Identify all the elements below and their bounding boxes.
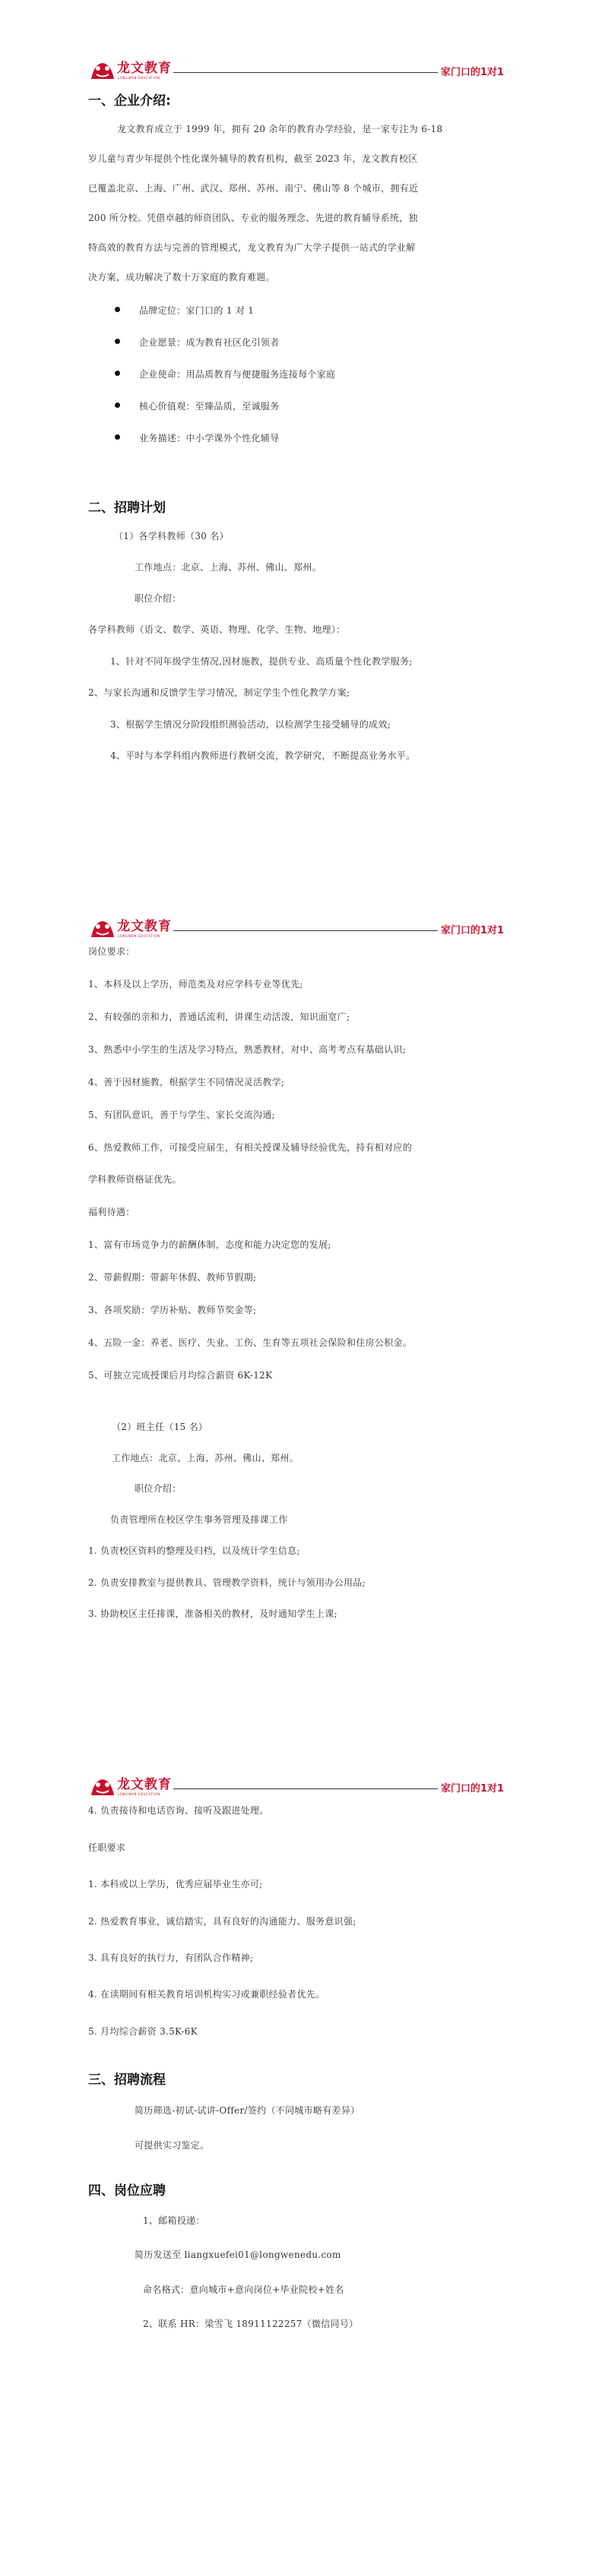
intro-paragraph-line: 龙文教育成立于 1999 年，拥有 20 余年的教育办学经验，是一家专注为 6-18	[117, 124, 443, 134]
head-teacher-req: 4. 在读期间有相关教育培训机构实习或兼职经验者优先。	[88, 1989, 325, 2000]
teacher-job-intro-label: 职位介绍：	[135, 593, 182, 604]
head-teacher-work-place: 工作地点：北京、上海、苏州、佛山、郑州。	[112, 1453, 299, 1463]
section-title-apply: 四、岗位应聘	[88, 2183, 166, 2199]
page-header	[90, 59, 523, 82]
bullet-item: 核心价值观：至臻品质，至诚服务	[139, 401, 280, 412]
teacher-duty: 1、针对不同年级学生情况,因材施教，提供专业、高质量个性化教学服务;	[110, 656, 413, 667]
bullet-item: 品牌定位：家门口的 1 对 1	[139, 305, 255, 316]
page-3	[0, 1716, 608, 2576]
teacher-work-place: 工作地点：北京、上海、苏州、佛山、郑州。	[135, 562, 322, 573]
head-teacher-duty: 2. 负责安排教室与提供教具、管理教学资料，统计与领用办公用品;	[88, 1577, 366, 1588]
contact-hr: 2、联系 HR：梁雪飞 18911122257（微信同号）	[143, 2319, 359, 2329]
teacher-req-label: 岗位要求：	[88, 946, 135, 957]
head-teacher-job-intro-label: 职位介绍：	[135, 1483, 182, 1494]
teacher-req: 3、熟悉中小学生的生活及学习特点，熟悉教材，对中、高考考点有基础认识;	[88, 1044, 407, 1055]
head-teacher-req: 1. 本科或以上学历，优秀应届毕业生亦可;	[88, 1879, 263, 1889]
teacher-req: 2、有较强的亲和力，普通话流利，讲课生动活泼，知识面宽广;	[88, 1012, 350, 1022]
benefit-item: 5、可独立完成授课后月均综合薪资 6K-12K	[88, 1370, 273, 1381]
logo-icon	[90, 919, 116, 939]
process-text: 简历筛选-初试-试讲-Offer/签约（不同城市略有差异）	[135, 2105, 360, 2116]
header-divider	[173, 72, 438, 73]
page-header	[90, 1776, 523, 1798]
teacher-duty: 4、平时与本学科组内教师进行教研交流，教学研究，不断提高业务水平。	[110, 750, 416, 761]
bullet-item: 企业愿景：成为教育社区化引领者	[139, 337, 280, 348]
teacher-duty: 2、与家长沟通和反馈学生学习情况，制定学生个性化教学方案;	[88, 687, 350, 698]
teacher-req: 1、本科及以上学历，师范类及对应学科专业等优先;	[88, 979, 303, 990]
head-teacher-req-label: 任职要求	[88, 1842, 126, 1853]
section-title-process: 三、招聘流程	[88, 2072, 166, 2088]
benefit-item: 2、带薪假期：带薪年休假、教师节假期;	[88, 1272, 257, 1283]
teacher-subjects: 各学科教师（语文、数学、英语、物理、化学、生物、地理）：	[88, 624, 346, 635]
intro-paragraph-line: 岁儿童与青少年提供个性化课外辅导的教育机构，截至 2023 年，龙文教育校区	[88, 153, 418, 164]
intro-paragraph-line: 特高效的教育方法与完善的管理模式，龙文教育为广大学子提供一站式的学业解	[88, 242, 416, 253]
intro-paragraph-line: 决方案，成功解决了数十万家庭的教育难题。	[88, 272, 276, 283]
bullet-icon	[115, 307, 120, 312]
logo-text: 龙文教育	[117, 919, 172, 934]
head-teacher-duty: 1. 负责校区资料的整理及归档，以及统计学生信息;	[88, 1545, 300, 1556]
head-teacher-duty: 4. 负责接待和电话咨询、接听及跟进处理。	[88, 1805, 269, 1816]
logo-text: 龙文教育	[117, 1777, 172, 1792]
slogan: 家门口的1对1	[441, 925, 505, 936]
benefit-item: 3、各项奖励：学历补贴、教师节奖金等;	[88, 1305, 257, 1315]
logo-text: 龙文教育	[117, 61, 172, 76]
head-teacher-req: 3. 具有良好的执行力，有团队合作精神;	[88, 1953, 254, 1963]
head-teacher-req: 2. 热爱教育事业，诚信踏实，具有良好的沟通能力、服务意识强;	[88, 1916, 356, 1927]
header-divider	[173, 930, 438, 931]
section-title-recruit: 二、招聘计划	[88, 500, 166, 516]
bullet-icon	[115, 371, 120, 376]
head-teacher-heading: （2）班主任（15 名）	[112, 1422, 208, 1432]
bullet-icon	[115, 339, 120, 344]
teacher-heading: （1）各学科教师（30 名）	[114, 531, 229, 541]
logo-subtitle: LONGWEN EDUCATION	[118, 934, 160, 938]
contact-line: 命名格式：意向城市+意向岗位+毕业院校+姓名	[143, 2284, 344, 2295]
logo-subtitle: LONGWEN EDUCATION	[118, 76, 160, 80]
head-teacher-job-intro: 负责管理所在校区学生事务管理及排课工作	[110, 1514, 288, 1525]
bullet-icon	[115, 402, 120, 408]
logo-subtitle: LONGWEN EDUCATION	[118, 1792, 160, 1796]
benefit-label: 福利待遇：	[88, 1207, 135, 1217]
teacher-req: 5、有团队意识，善于与学生、家长交流沟通;	[88, 1110, 275, 1120]
page-2	[0, 858, 608, 1716]
teacher-req: 学科教师资格证优先。	[88, 1174, 182, 1185]
teacher-req: 6、热爱教师工作，可接受应届生，有相关授课及辅导经验优先，持有相对应的	[88, 1142, 413, 1153]
logo-icon	[90, 1777, 116, 1797]
logo-icon	[90, 61, 116, 80]
head-teacher-duty: 3. 协助校区主任排课，准备相关的教材，及时通知学生上课;	[88, 1608, 338, 1619]
bullet-icon	[115, 434, 120, 440]
contact-line: 1、邮箱投递：	[143, 2215, 205, 2226]
bullet-item: 业务描述：中小学课外个性化辅导	[139, 433, 280, 444]
intro-paragraph-line: 200 所分校。凭借卓越的师资团队、专业的服务理念、先进的教育辅导系统，独	[88, 213, 418, 223]
intro-paragraph-line: 已覆盖北京、上海、广州、武汉、郑州、苏州、南宁、佛山等 8 个城市，拥有近	[88, 183, 419, 194]
teacher-duty: 3、根据学生情况分阶段组织测验活动，以检测学生接受辅导的成效;	[110, 719, 391, 730]
page-1	[0, 0, 608, 858]
benefit-item: 1、富有市场竞争力的薪酬体制，态度和能力决定您的发展;	[88, 1239, 331, 1250]
teacher-req: 4、善于因材施教，根据学生不同情况灵活教学;	[88, 1077, 285, 1088]
section-title-intro: 一、企业介绍:	[88, 93, 171, 109]
head-teacher-req: 5. 月均综合薪资 3.5K-6K	[88, 2026, 198, 2037]
slogan: 家门口的1对1	[441, 67, 505, 78]
bullet-item: 企业使命：用品质教育与便捷服务连接每个家庭	[139, 369, 336, 380]
header-divider	[173, 1788, 438, 1789]
contact-email[interactable]: 简历发送至 liangxuefei01@longwenedu.com	[135, 2249, 341, 2260]
page-header	[90, 917, 523, 940]
internship-note: 可提供实习鉴定。	[135, 2140, 210, 2151]
slogan: 家门口的1对1	[441, 1783, 505, 1795]
benefit-item: 4、五险一金：养老、医疗、失业、工伤、生育等五项社会保险和住房公积金。	[88, 1337, 413, 1348]
